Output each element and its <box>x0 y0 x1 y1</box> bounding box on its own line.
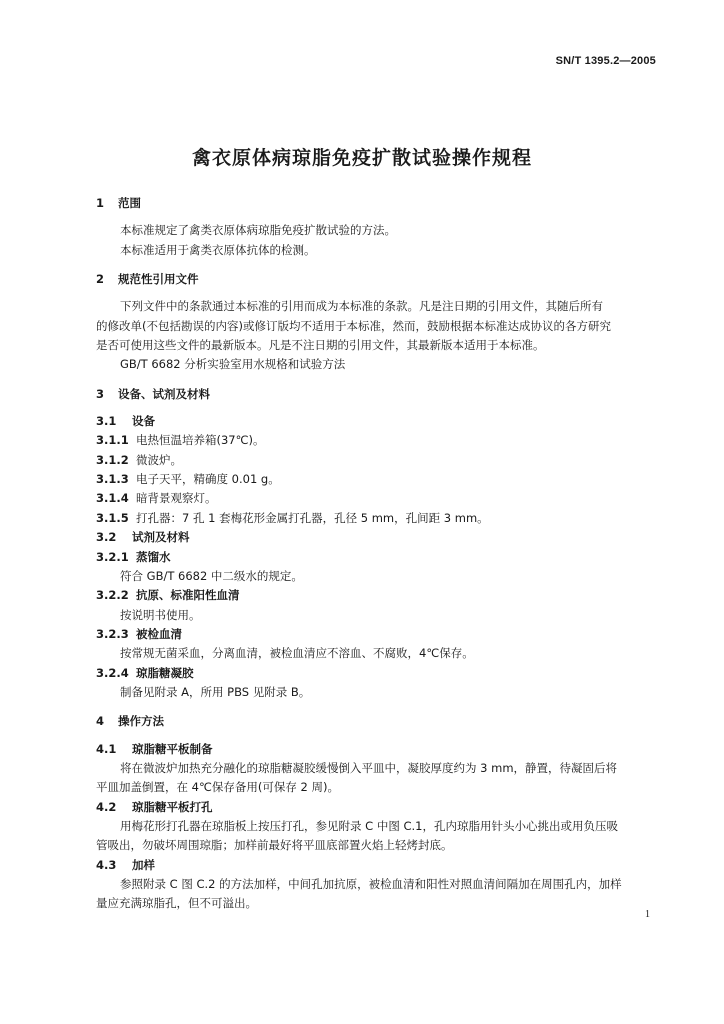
section-1-paragraph-2: 本标准适用于禽类衣原体抗体的检测。 <box>120 242 316 257</box>
section-3-2-heading: 3.2 试剂及材料 <box>96 530 190 545</box>
section-2-paragraph-line-2: 的修改单(不包括勘误的内容)或修订版均不适用于本标准，然而，鼓励根据本标准达成协议的各方研究 <box>96 318 611 333</box>
clause-3-2-4-text: 制备见附录 A，所用 PBS 见附录 B。 <box>120 684 311 699</box>
section-2-paragraph-line-3: 是否可使用这些文件的最新版本。凡是不注日期的引用文件，其最新版本适用于本标准。 <box>96 338 545 353</box>
section-3-heading: 3 设备、试剂及材料 <box>96 386 210 401</box>
clause-3-2-1-heading: 3.2.1 蒸馏水 <box>96 549 171 564</box>
section-4-1-line-1: 将在微波炉加热充分融化的琼脂糖凝胶缓慢倒入平皿中，凝胶厚度约为 3 mm，静置，待凝固后将 <box>120 760 618 775</box>
section-2-heading: 2 规范性引用文件 <box>96 272 199 287</box>
clause-3-1-3: 3.1.3 电子天平，精确度 0.01 g。 <box>96 472 280 487</box>
clause-3-2-2-text: 按说明书使用。 <box>120 607 201 622</box>
clause-3-1-4: 3.1.4 暗背景观察灯。 <box>96 491 217 506</box>
page-number: 1 <box>645 909 650 920</box>
section-4-3-heading: 4.3 加样 <box>96 857 155 872</box>
document-body <box>96 194 658 914</box>
section-4-2-line-2: 管吸出，勿破坏周围琼脂；加样前最好将平皿底部置火焰上轻烤封底。 <box>96 838 453 853</box>
clause-3-2-4-heading: 3.2.4 琼脂糖凝胶 <box>96 665 194 680</box>
clause-3-2-2-heading: 3.2.2 抗原、标准阳性血清 <box>96 588 240 603</box>
section-4-1-line-2: 平皿加盖倒置，在 4℃保存备用(可保存 2 周)。 <box>96 780 339 795</box>
section-4-2-heading: 4.2 琼脂糖平板打孔 <box>96 799 213 814</box>
clause-3-1-5: 3.1.5 打孔器：7 孔 1 套梅花形金属打孔器，孔径 5 mm，孔间距 3 mm。 <box>96 510 489 525</box>
section-4-1-heading: 4.1 琼脂糖平板制备 <box>96 741 213 756</box>
section-1-heading: 1 范围 <box>96 196 141 210</box>
section-4-heading: 4 操作方法 <box>96 714 164 729</box>
standard-number: SN/T 1395.2—2005 <box>555 55 656 67</box>
normative-reference: GB/T 6682 分析实验室用水规格和试验方法 <box>120 357 346 372</box>
section-4-3-line-1: 参照附录 C 图 C.2 的方法加样，中间孔加抗原，被检血清和阳性对照血清间隔加在周围孔内，加样 <box>120 877 622 891</box>
section-4-2-line-1: 用梅花形打孔器在琼脂板上按压打孔，参见附录 C 中图 C.1，孔内琼脂用针头小心挑出或用负压吸 <box>120 818 618 833</box>
page-title: 禽衣原体病琼脂免疫扩散试验操作规程 <box>191 147 532 169</box>
clause-3-1-2: 3.1.2 微波炉。 <box>96 452 182 467</box>
section-3-1-heading: 3.1 设备 <box>96 414 155 429</box>
clause-3-2-3-heading: 3.2.3 被检血清 <box>96 626 182 641</box>
clause-3-2-1-text: 符合 GB/T 6682 中二级水的规定。 <box>120 568 303 583</box>
section-4-3-line-2: 量应充满琼脂孔，但不可溢出。 <box>96 896 257 911</box>
section-1-paragraph-1: 本标准规定了禽类衣原体病琼脂免疫扩散试验的方法。 <box>120 223 396 238</box>
clause-3-2-3-text: 按常规无菌采血，分离血清，被检血清应不溶血、不腐败，4℃保存。 <box>120 646 474 661</box>
section-2-paragraph-line-1: 下列文件中的条款通过本标准的引用而成为本标准的条款。凡是注日期的引用文件，其随后所有 <box>120 299 603 314</box>
clause-3-1-1: 3.1.1 电热恒温培养箱(37℃)。 <box>96 433 265 448</box>
